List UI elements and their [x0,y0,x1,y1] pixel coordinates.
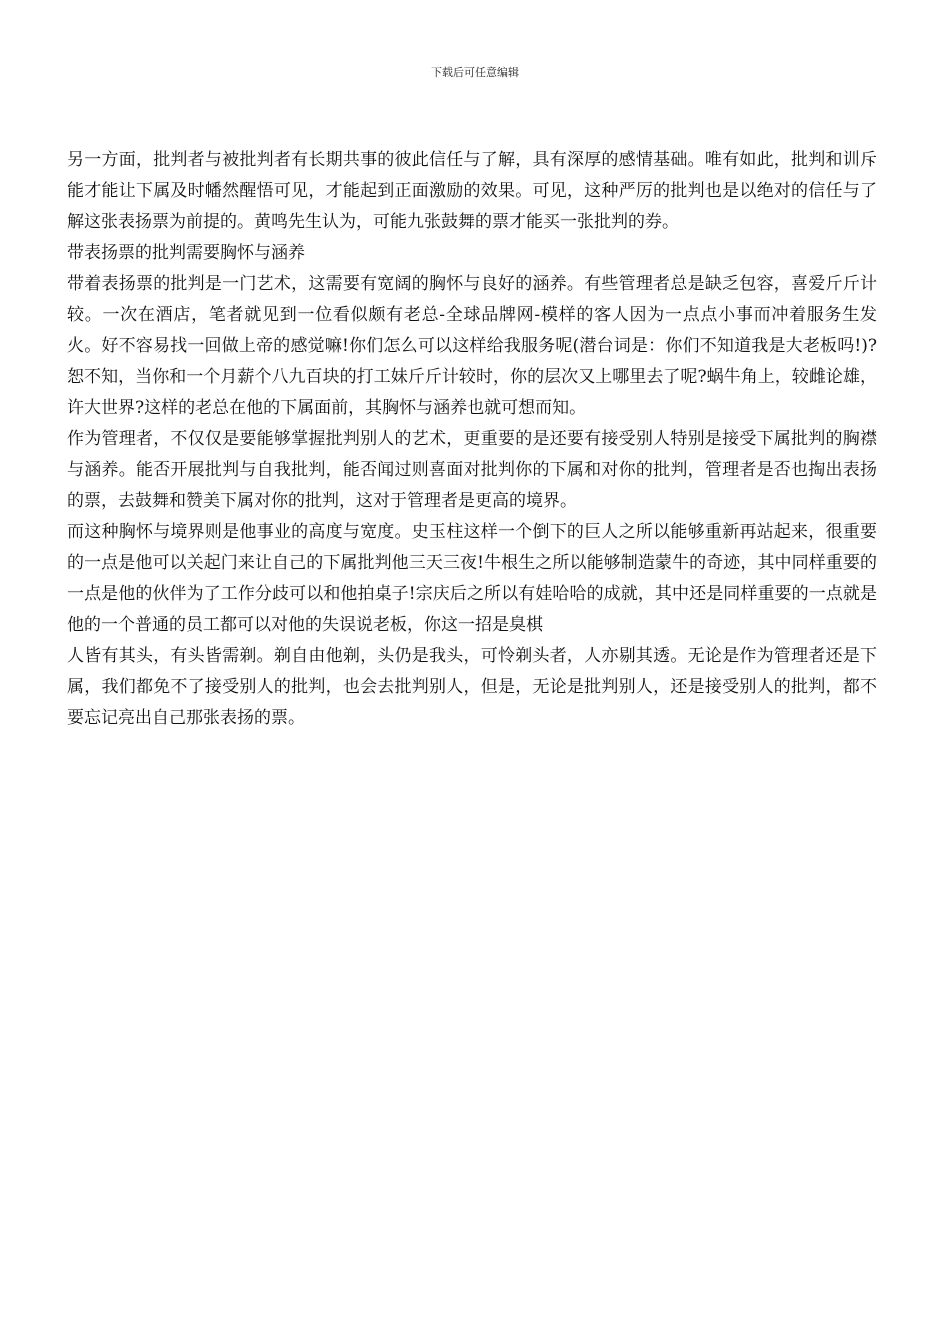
section-heading: 带表扬票的批判需要胸怀与涵养 [67,243,305,263]
paragraph-conclusion: 人皆有其头，有头皆需剃。剃自由他剃，头仍是我头，可怜剃头者，人亦剔其透。无论是作为管理者还是下属，我们都免不了接受别人的批判，也会去批判别人，但是，无论是批判别人，还是接受别人的批判，都不要忘记亮出自己那张表扬的票。 [67,646,877,728]
document-body [67,145,877,734]
paragraph-mutual-trust: 另一方面，批判者与被批判者有长期共事的彼此信任与了解，具有深厚的感情基础。唯有如此，批判和训斥能才能让下属及时幡然醒悟可见，才能起到正面激励的效果。可见，这种严厉的批判也是以绝对的信任与了解这张表扬票为前提的。黄鸣先生认为，可能九张鼓舞的票才能买一张批判的券。 [67,150,877,232]
paragraph-accepting-criticism: 作为管理者，不仅仅是要能够掌握批判别人的艺术，更重要的是还要有接受别人特别是接受下属批判的胸襟与涵养。能否开展批判与自我批判，能否闻过则喜面对批判你的下属和对你的批判，管理者是否也掏出表扬的票，去鼓舞和赞美下属对你的批判，这对于管理者是更高的境界。 [67,429,877,511]
paragraph-art-of-criticism: 带着表扬票的批判是一门艺术，这需要有宽阔的胸怀与良好的涵养。有些管理者总是缺乏包容，喜爱斤斤计较。一次在酒店，笔者就见到一位看似颇有老总-全球品牌网-模样的客人因为一点点小事而冲着服务生发火。好不容易找一回做上帝的感觉嘛!你们怎么可以这样给我服务呢(潜台词是：你们不知道我是大老板吗!)?恕不知，当你和一个月薪个八九百块的打工妹斤斤计较时，你的层次又上哪里去了呢?蜗牛角上，较雌论雄，许大世界?这样的老总在他的下属面前，其胸怀与涵养也就可想而知。 [67,274,877,418]
paragraph-career-examples: 而这种胸怀与境界则是他事业的高度与宽度。史玉柱这样一个倒下的巨人之所以能够重新再站起来，很重要的一点是他可以关起门来让自己的下属批判他三天三夜!牛根生之所以能够制造蒙牛的奇迹，其中同样重要的一点是他的伙伴为了工作分歧可以和他拍桌子!宗庆后之所以有娃哈哈的成就，其中还是同样重要的一点就是他的一个普通的员工都可以对他的失误说老板，你这一招是臭棋 [67,522,877,635]
page-header-note: 下载后可任意编辑 [431,66,519,79]
